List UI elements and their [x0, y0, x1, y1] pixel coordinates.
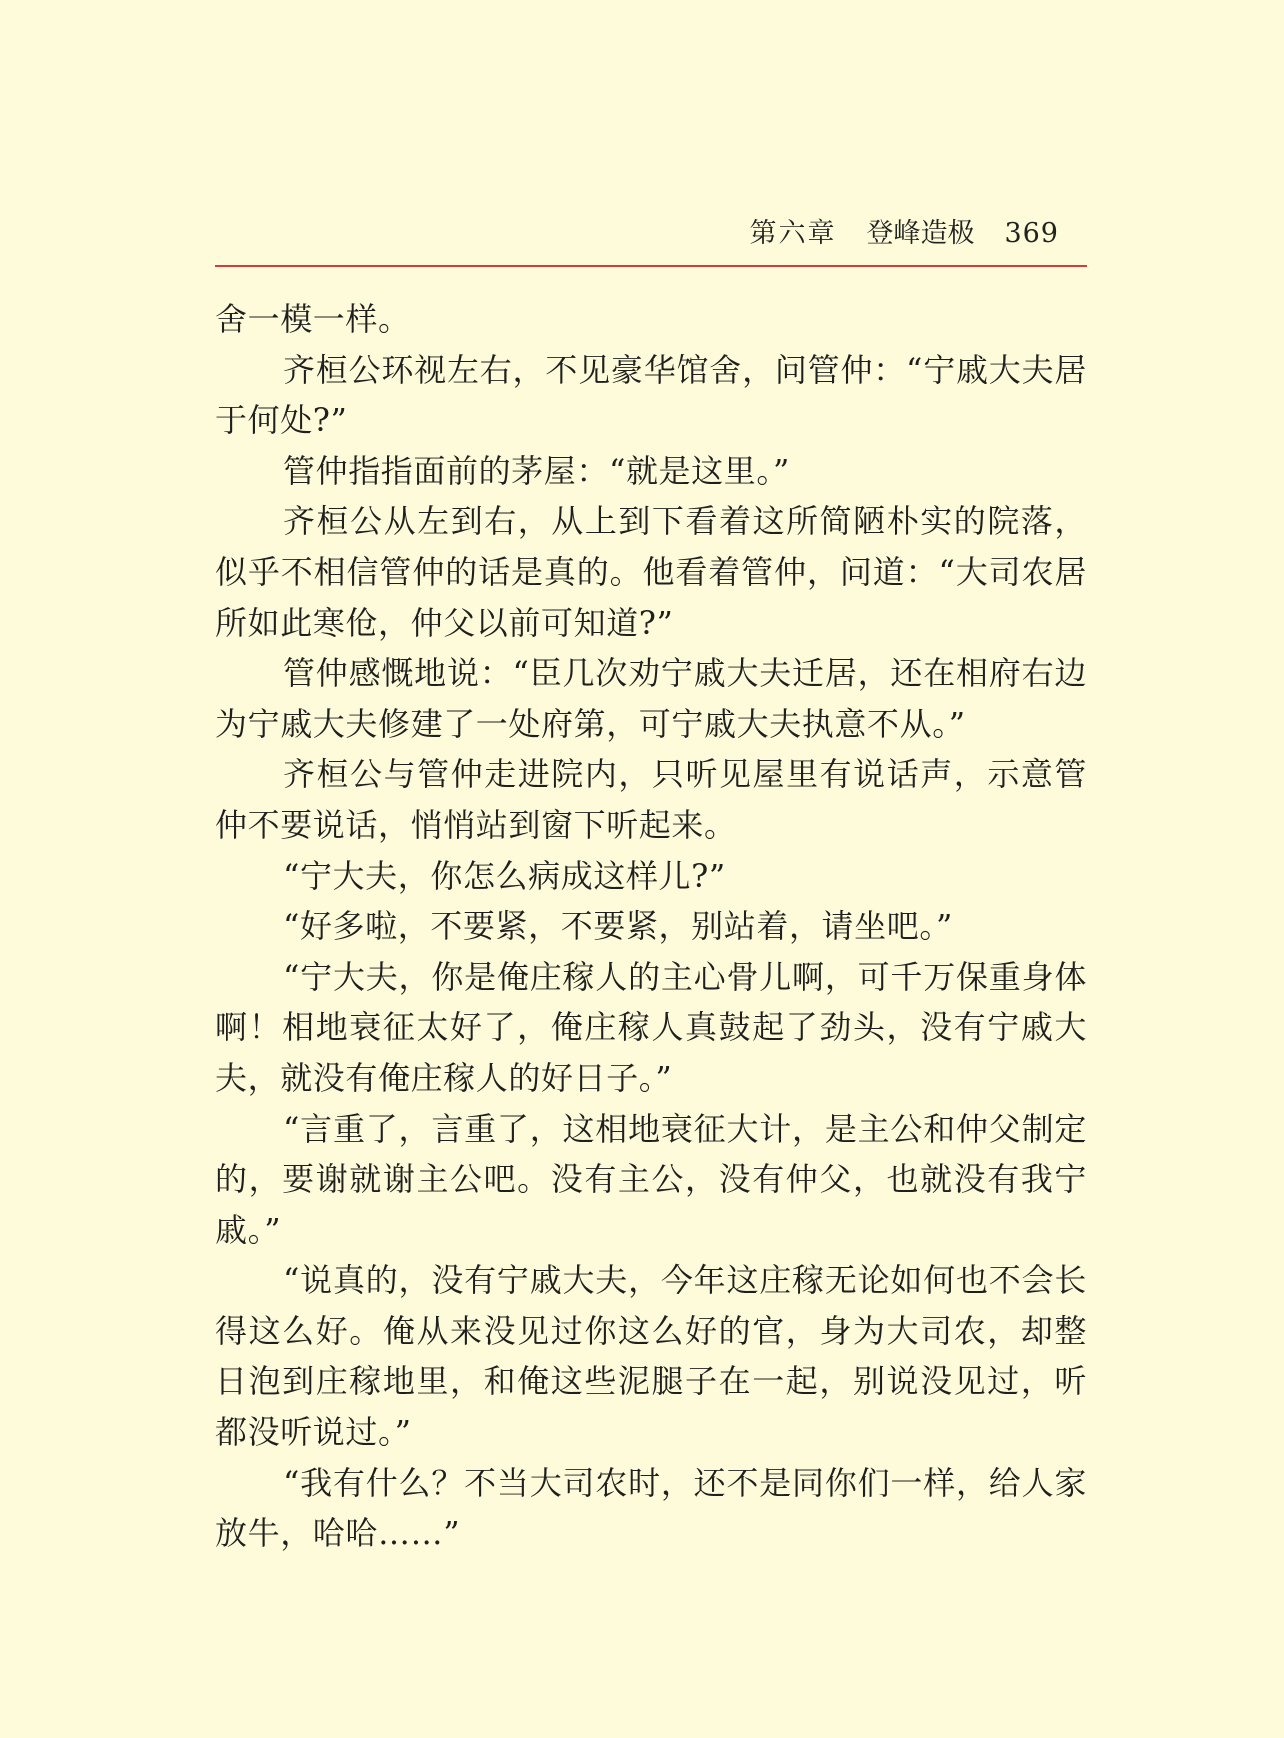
paragraph: 齐桓公与管仲走进院内，只听见屋里有说话声，示意管仲不要说话，悄悄站到窗下听起来。	[215, 755, 1087, 844]
paragraph: 齐桓公从左到右，从上到下看着这所简陋朴实的院落，似乎不相信管仲的话是真的。他看着管仲，问道：“大司农居所如此寒伧，仲父以前可知道?”	[215, 502, 1087, 642]
paragraph: 管仲指指面前的茅屋：“就是这里。”	[283, 451, 790, 490]
header-text	[749, 214, 1059, 254]
header-rule	[215, 265, 1087, 267]
chapter-label: 第六章	[749, 218, 837, 249]
chapter-title: 登峰造极	[866, 218, 975, 249]
paragraph: 管仲感慨地说：“臣几次劝宁戚大夫迁居，还在相府右边为宁戚大夫修建了一处府第，可宁戚大夫执意不从。”	[215, 654, 1087, 743]
paragraph: “言重了，言重了，这相地衰征大计，是主公和仲父制定的，要谢就谢主公吧。没有主公，没有仲父，也就没有我宁戚。”	[215, 1109, 1087, 1249]
body-text	[215, 294, 1087, 1559]
paragraph: “宁大夫，你怎么病成这样儿?”	[283, 856, 726, 895]
paragraph: “说真的，没有宁戚大夫，今年这庄稼无论如何也不会长得这么好。俺从来没见过你这么好的官，身为大司农，却整日泡到庄稼地里，和俺这些泥腿子在一起，别说没见过，听都没听说过。”	[215, 1261, 1087, 1452]
running-header	[215, 214, 1087, 254]
paragraph: “我有什么？不当大司农时，还不是同你们一样，给人家放牛，哈哈……”	[215, 1463, 1087, 1553]
paragraph: “好多啦，不要紧，不要紧，别站着，请坐吧。”	[283, 907, 953, 946]
page-number: 369	[1004, 218, 1059, 249]
paragraph: “宁大夫，你是俺庄稼人的主心骨儿啊，可千万保重身体啊！相地衰征太好了，俺庄稼人真鼓起了劲头，没有宁戚大夫，就没有俺庄稼人的好日子。”	[215, 957, 1087, 1097]
paragraph: 齐桓公环视左右，不见豪华馆舍，问管仲：“宁戚大夫居于何处?”	[215, 350, 1087, 440]
paragraph: 舍一模一样。	[215, 300, 411, 338]
